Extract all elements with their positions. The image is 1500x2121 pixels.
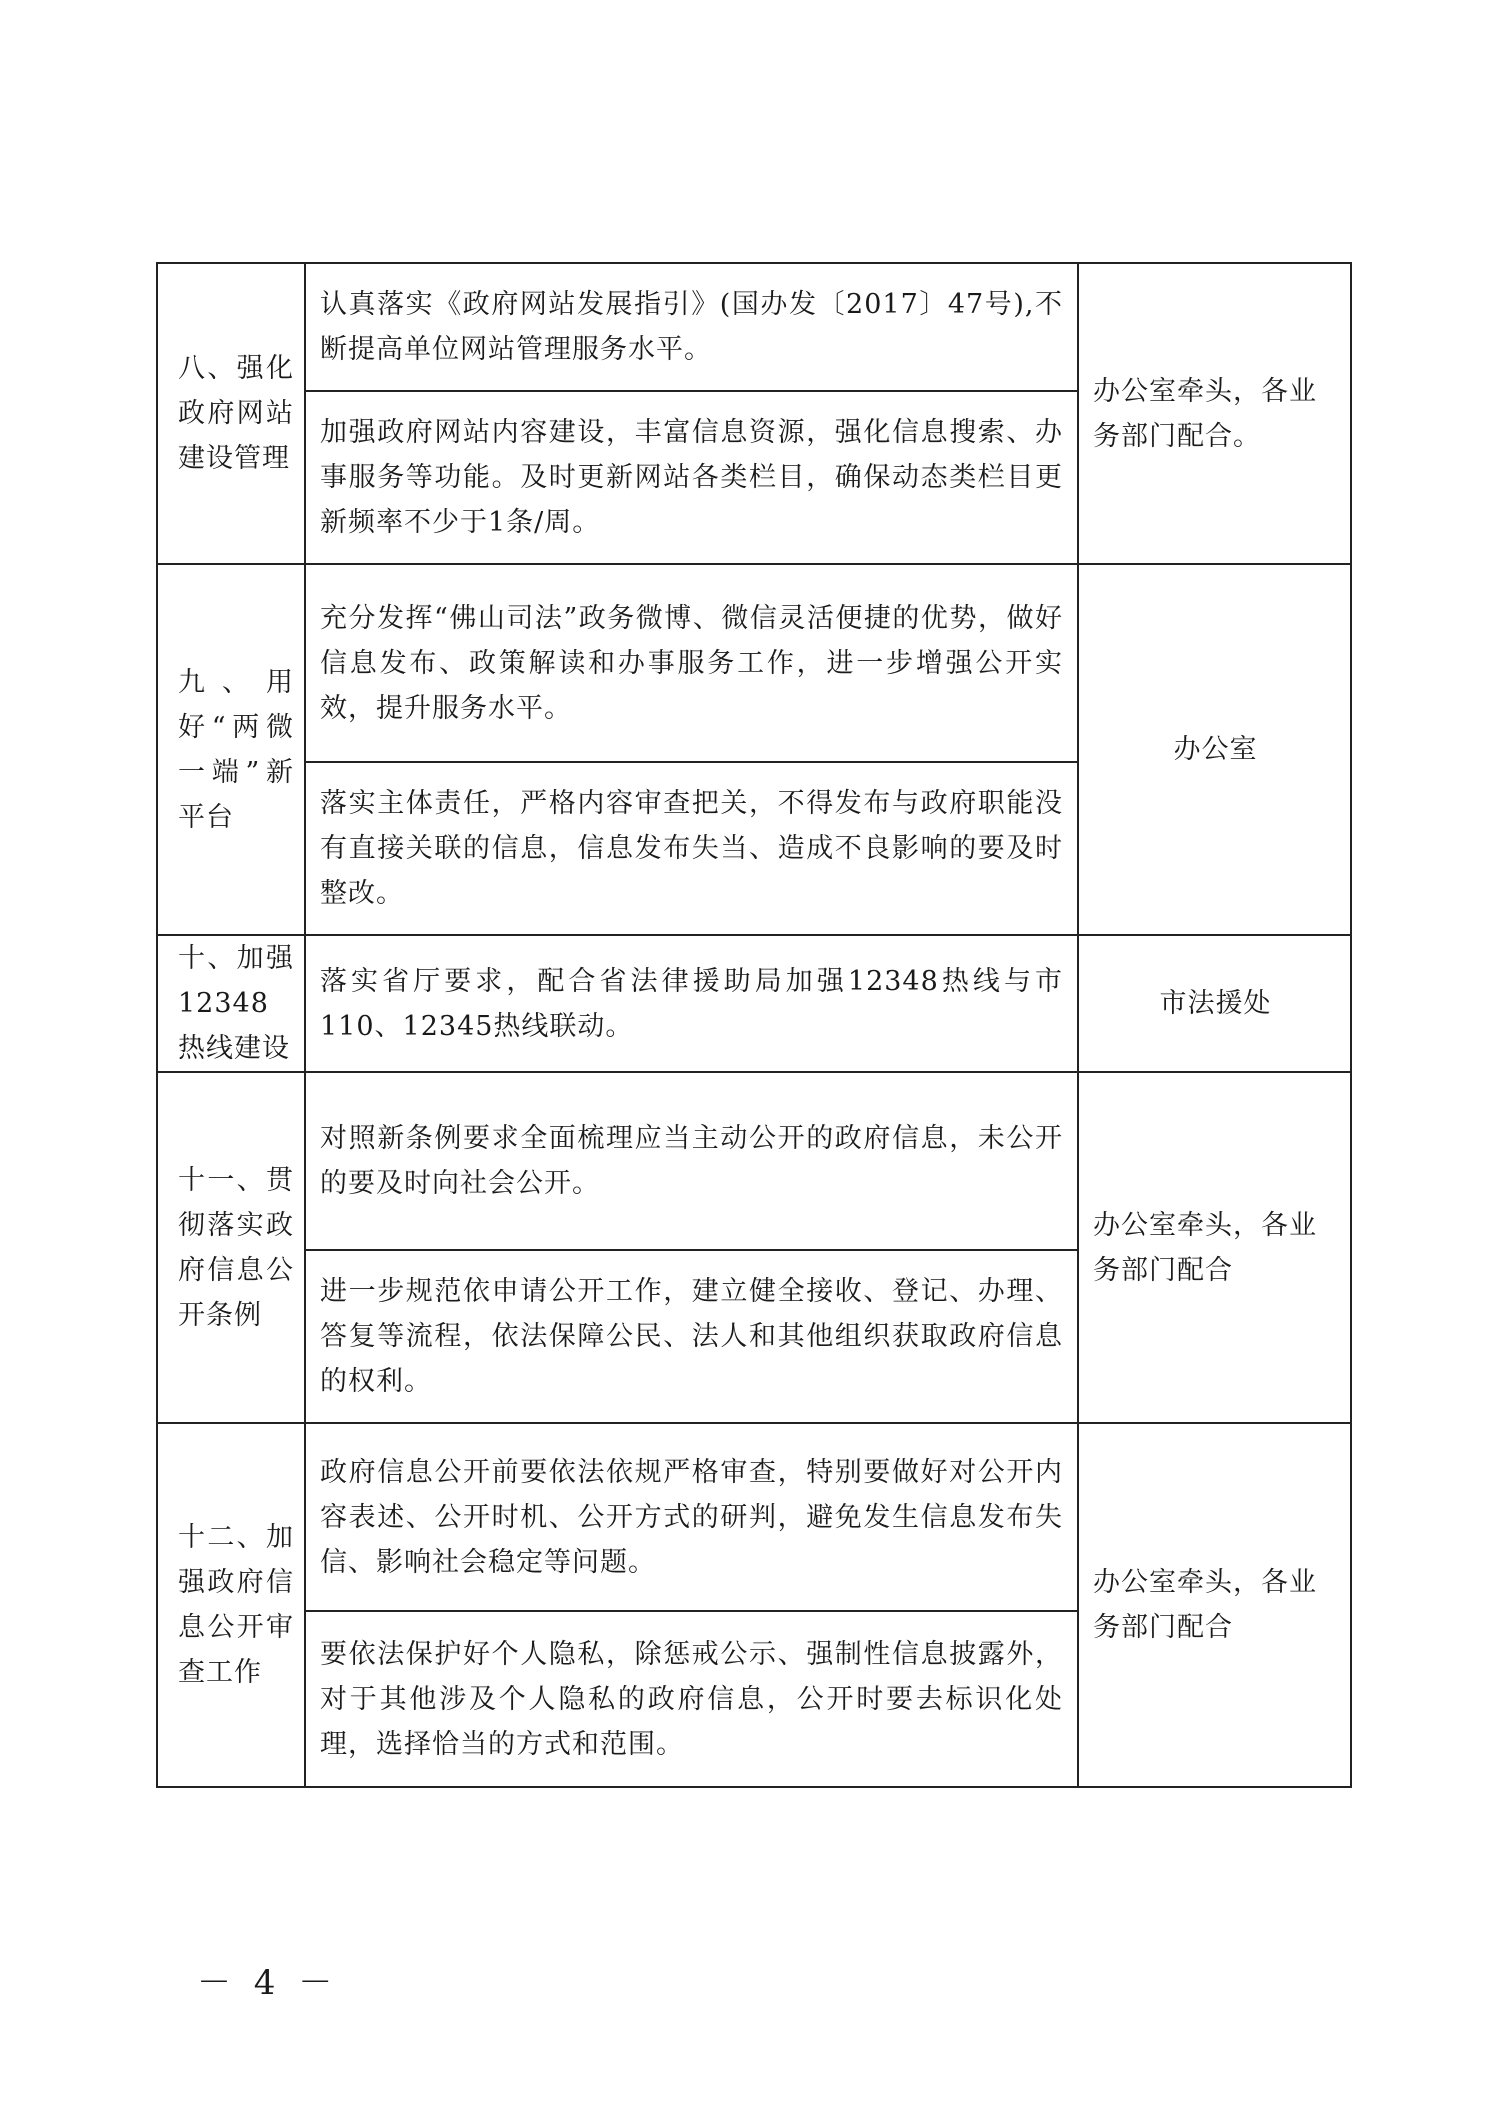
responsible-unit-cell: 办公室 — [1078, 564, 1351, 935]
table-row — [157, 1072, 1351, 1250]
measure-cell: 政府信息公开前要依法依规严格审查，特别要做好对公开内容表述、公开时机、公开方式的研判，避免发生信息发布失信、影响社会稳定等问题。 — [305, 1423, 1078, 1611]
page-number: － 4 － — [197, 1963, 339, 2003]
responsible-unit-cell: 办公室牵头，各业务部门配合 — [1078, 1072, 1351, 1423]
table-row — [157, 263, 1351, 391]
measure-cell: 落实主体责任，严格内容审查把关，不得发布与政府职能没有直接关联的信息，信息发布失当、造成不良影响的要及时整改。 — [305, 762, 1078, 935]
responsible-unit-cell: 办公室牵头，各业务部门配合 — [1078, 1423, 1351, 1787]
work-task-table — [156, 262, 1352, 1788]
task-cell: 九、用好“两微一端”新平台 — [157, 564, 305, 935]
task-cell: 八、强化政府网站建设管理 — [157, 263, 305, 564]
task-cell: 十二、加强政府信息公开审查工作 — [157, 1423, 305, 1787]
measure-cell: 充分发挥“佛山司法”政务微博、微信灵活便捷的优势，做好信息发布、政策解读和办事服务工作，进一步增强公开实效，提升服务水平。 — [305, 564, 1078, 762]
table-row — [157, 1423, 1351, 1611]
table-row — [157, 564, 1351, 762]
responsible-unit-cell: 办公室牵头，各业务部门配合。 — [1078, 263, 1351, 564]
responsible-unit-cell: 市法援处 — [1078, 935, 1351, 1072]
measure-cell: 加强政府网站内容建设，丰富信息资源，强化信息搜索、办事服务等功能。及时更新网站各类栏目，确保动态类栏目更新频率不少于1条/周。 — [305, 391, 1078, 564]
task-cell: 十、加强12348热线建设 — [157, 935, 305, 1072]
task-cell: 十一、贯彻落实政府信息公开条例 — [157, 1072, 305, 1423]
measure-cell: 落实省厅要求，配合省法律援助局加强12348热线与市110、12345热线联动。 — [305, 935, 1078, 1072]
measure-cell: 对照新条例要求全面梳理应当主动公开的政府信息，未公开的要及时向社会公开。 — [305, 1072, 1078, 1250]
table-row — [157, 935, 1351, 1072]
measure-cell: 认真落实《政府网站发展指引》(国办发〔2017〕47号),不断提高单位网站管理服务水平。 — [305, 263, 1078, 391]
measure-cell: 进一步规范依申请公开工作，建立健全接收、登记、办理、答复等流程，依法保障公民、法人和其他组织获取政府信息的权利。 — [305, 1250, 1078, 1423]
measure-cell: 要依法保护好个人隐私，除惩戒公示、强制性信息披露外，对于其他涉及个人隐私的政府信息，公开时要去标识化处理，选择恰当的方式和范围。 — [305, 1611, 1078, 1787]
